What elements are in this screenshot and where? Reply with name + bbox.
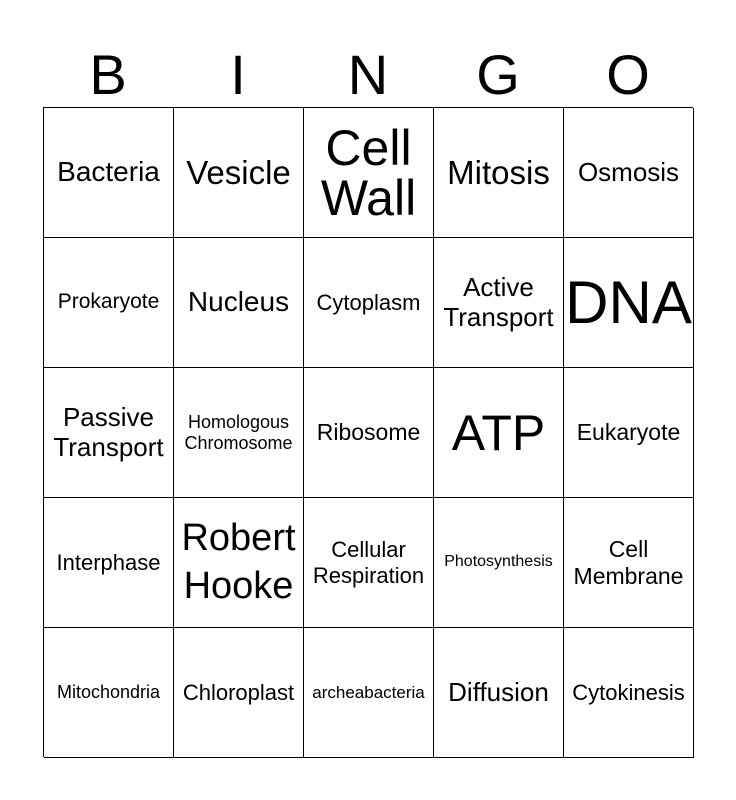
bingo-cell: Cellular Respiration (304, 498, 434, 628)
bingo-cell: Interphase (44, 498, 174, 628)
bingo-cell: archeabacteria (304, 628, 434, 758)
bingo-cell: Mitosis (434, 108, 564, 238)
bingo-header (43, 42, 693, 108)
bingo-cell: Diffusion (434, 628, 564, 758)
bingo-cell: Cytoplasm (304, 238, 434, 368)
bingo-cell: Homologous Chromosome (174, 368, 304, 498)
header-letter-b: B (89, 43, 127, 106)
bingo-cell: Cell Wall (304, 108, 434, 238)
bingo-board (43, 107, 693, 757)
bingo-cell: Cytokinesis (564, 628, 694, 758)
bingo-cell: Passive Transport (44, 368, 174, 498)
header-letter-o: O (606, 43, 650, 106)
bingo-cell: Osmosis (564, 108, 694, 238)
bingo-cell: Robert Hooke (174, 498, 304, 628)
bingo-cell: ATP (434, 368, 564, 498)
bingo-cell: Ribosome (304, 368, 434, 498)
header-letter-g: G (476, 43, 520, 106)
bingo-cell: Active Transport (434, 238, 564, 368)
bingo-cell: DNA (564, 238, 694, 368)
bingo-cell: Photosynthesis (434, 498, 564, 628)
bingo-cell: Vesicle (174, 108, 304, 238)
bingo-cell: Nucleus (174, 238, 304, 368)
bingo-cell: Chloroplast (174, 628, 304, 758)
bingo-cell: Eukaryote (564, 368, 694, 498)
bingo-cell: Mitochondria (44, 628, 174, 758)
header-letter-i: I (230, 43, 246, 106)
bingo-cell: Prokaryote (44, 238, 174, 368)
header-letter-n: N (347, 43, 389, 106)
bingo-cell: Bacteria (44, 108, 174, 238)
bingo-cell: Cell Membrane (564, 498, 694, 628)
